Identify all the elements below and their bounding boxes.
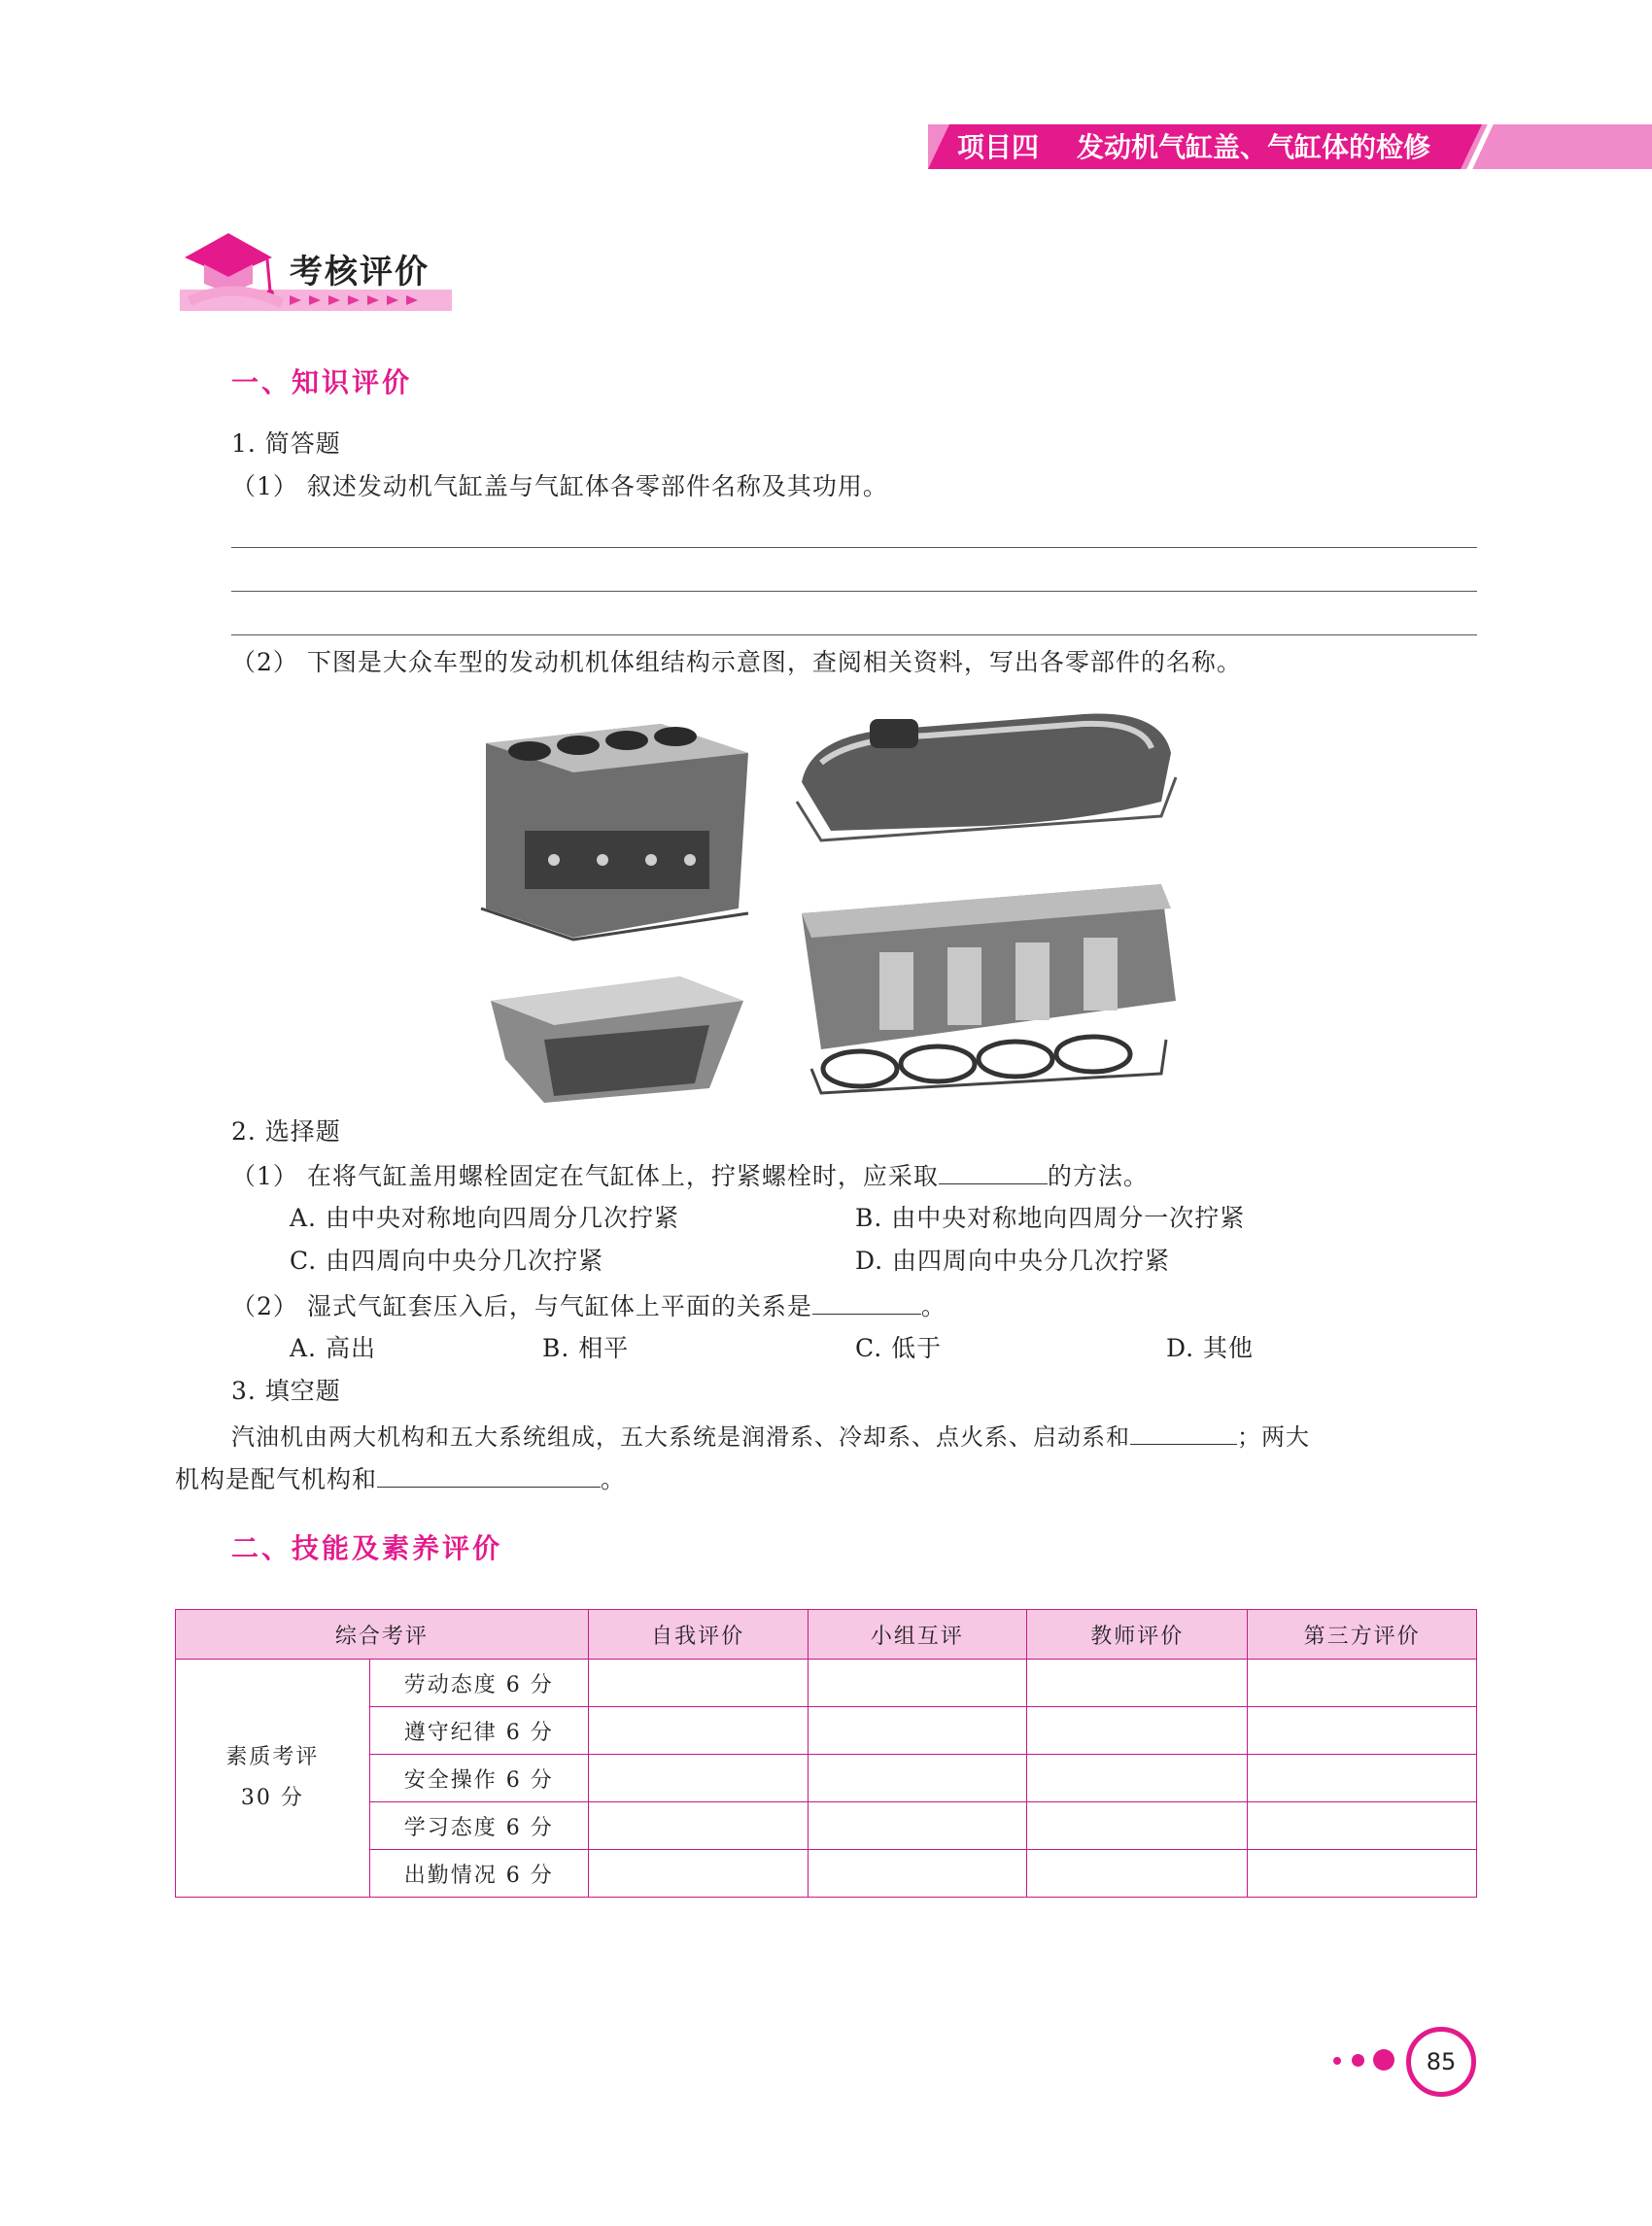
question-2-2-suffix: 。 — [920, 1292, 946, 1320]
row-label: 学习态度 6 分 — [369, 1802, 588, 1850]
question-3-line-2 — [175, 1461, 626, 1496]
option-c: C. 低于 — [855, 1334, 943, 1362]
score-cell[interactable] — [1027, 1850, 1248, 1898]
question-3-text: 汽油机由两大机构和五大系统组成，五大系统是润滑系、冷却系、点火系、启动系和 — [231, 1423, 1130, 1451]
score-cell[interactable] — [808, 1660, 1027, 1707]
evaluation-table — [175, 1609, 1477, 1898]
oil-pan-illustration — [486, 972, 748, 1108]
row-label: 安全操作 6 分 — [369, 1755, 588, 1802]
question-3-suffix-2: 。 — [601, 1465, 627, 1493]
answer-line — [231, 591, 1477, 592]
question-2-2-text: （2） 湿式气缸套压入后，与气缸体上平面的关系是 — [231, 1292, 812, 1320]
cylinder-head-illustration — [792, 874, 1181, 1103]
question-1-2: （2） 下图是大众车型的发动机机体组结构示意图，查阅相关资料，写出各零部件的名称。 — [231, 648, 1242, 676]
score-cell[interactable] — [808, 1755, 1027, 1802]
score-cell[interactable] — [1027, 1707, 1248, 1755]
score-cell[interactable] — [588, 1660, 808, 1707]
table-row — [176, 1707, 1477, 1755]
option-d: D. 由四周向中央分几次拧紧 — [855, 1247, 1171, 1275]
score-cell[interactable] — [588, 1802, 808, 1850]
score-cell[interactable] — [808, 1707, 1027, 1755]
group-label-cell — [176, 1660, 370, 1898]
score-cell[interactable] — [588, 1707, 808, 1755]
score-cell[interactable] — [1248, 1755, 1477, 1802]
score-cell[interactable] — [588, 1850, 808, 1898]
valve-cover-illustration — [792, 695, 1181, 850]
score-cell[interactable] — [1248, 1707, 1477, 1755]
decorative-dot — [1373, 2049, 1394, 2071]
question-2-1 — [231, 1158, 1149, 1193]
answer-line — [231, 547, 1477, 548]
row-label: 遵守纪律 6 分 — [369, 1707, 588, 1755]
score-cell[interactable] — [808, 1802, 1027, 1850]
question-2-2 — [231, 1288, 946, 1323]
section-heading-knowledge: 一、知识评价 — [231, 366, 413, 398]
fill-blank — [377, 1461, 601, 1488]
option-b: B. 相平 — [542, 1334, 630, 1362]
question-3-title: 3. 填空题 — [231, 1377, 341, 1405]
score-cell[interactable] — [1027, 1660, 1248, 1707]
table-row — [176, 1850, 1477, 1898]
cylinder-block-illustration — [466, 714, 758, 947]
score-cell[interactable] — [588, 1755, 808, 1802]
question-2-1-suffix: 的方法。 — [1047, 1162, 1149, 1190]
column-header: 小组互评 — [808, 1610, 1027, 1660]
question-2-1-text: （1） 在将气缸盖用螺栓固定在气缸体上，拧紧螺栓时，应采取 — [231, 1162, 939, 1190]
column-header: 自我评价 — [588, 1610, 808, 1660]
score-cell[interactable] — [1248, 1660, 1477, 1707]
fill-blank — [812, 1288, 921, 1315]
badge-title: 考核评价 — [290, 253, 430, 291]
section-heading-skills: 二、技能及素养评价 — [231, 1532, 503, 1564]
chapter-title: 项目四 发动机气缸盖、气缸体的检修 — [957, 131, 1430, 163]
group-score: 30 分 — [240, 1786, 304, 1810]
page-number: 85 — [1406, 2027, 1476, 2097]
question-1-1: （1） 叙述发动机气缸盖与气缸体各零部件名称及其功用。 — [231, 472, 888, 500]
column-header: 教师评价 — [1027, 1610, 1248, 1660]
option-a: A. 高出 — [290, 1334, 376, 1362]
score-cell[interactable] — [1248, 1802, 1477, 1850]
question-3-text-2: 机构是配气机构和 — [175, 1465, 378, 1493]
group-label: 素质考评 — [225, 1745, 320, 1769]
score-cell[interactable] — [1027, 1802, 1248, 1850]
question-1-title: 1. 简答题 — [231, 429, 341, 458]
question-3-line-1 — [231, 1419, 1310, 1454]
fill-blank — [1130, 1419, 1237, 1445]
score-cell[interactable] — [1027, 1755, 1248, 1802]
column-header: 第三方评价 — [1248, 1610, 1477, 1660]
option-d: D. 其他 — [1166, 1334, 1255, 1362]
row-label: 出勤情况 6 分 — [369, 1850, 588, 1898]
table-row — [176, 1755, 1477, 1802]
option-a: A. 由中央对称地向四周分几次拧紧 — [290, 1204, 679, 1232]
score-cell[interactable] — [808, 1850, 1027, 1898]
table-header-row — [176, 1610, 1477, 1660]
score-cell[interactable] — [1248, 1850, 1477, 1898]
column-header: 综合考评 — [176, 1610, 589, 1660]
fill-blank — [939, 1158, 1048, 1184]
option-c: C. 由四周向中央分几次拧紧 — [290, 1247, 604, 1275]
option-b: B. 由中央对称地向四周分一次拧紧 — [855, 1204, 1246, 1232]
decorative-dot — [1352, 2054, 1364, 2067]
question-3-suffix: ；两大 — [1237, 1423, 1310, 1451]
decorative-dot — [1333, 2057, 1341, 2065]
row-label: 劳动态度 6 分 — [369, 1660, 588, 1707]
table-row — [176, 1660, 1477, 1707]
answer-line — [231, 634, 1477, 635]
table-row — [176, 1802, 1477, 1850]
question-2-title: 2. 选择题 — [231, 1117, 341, 1146]
